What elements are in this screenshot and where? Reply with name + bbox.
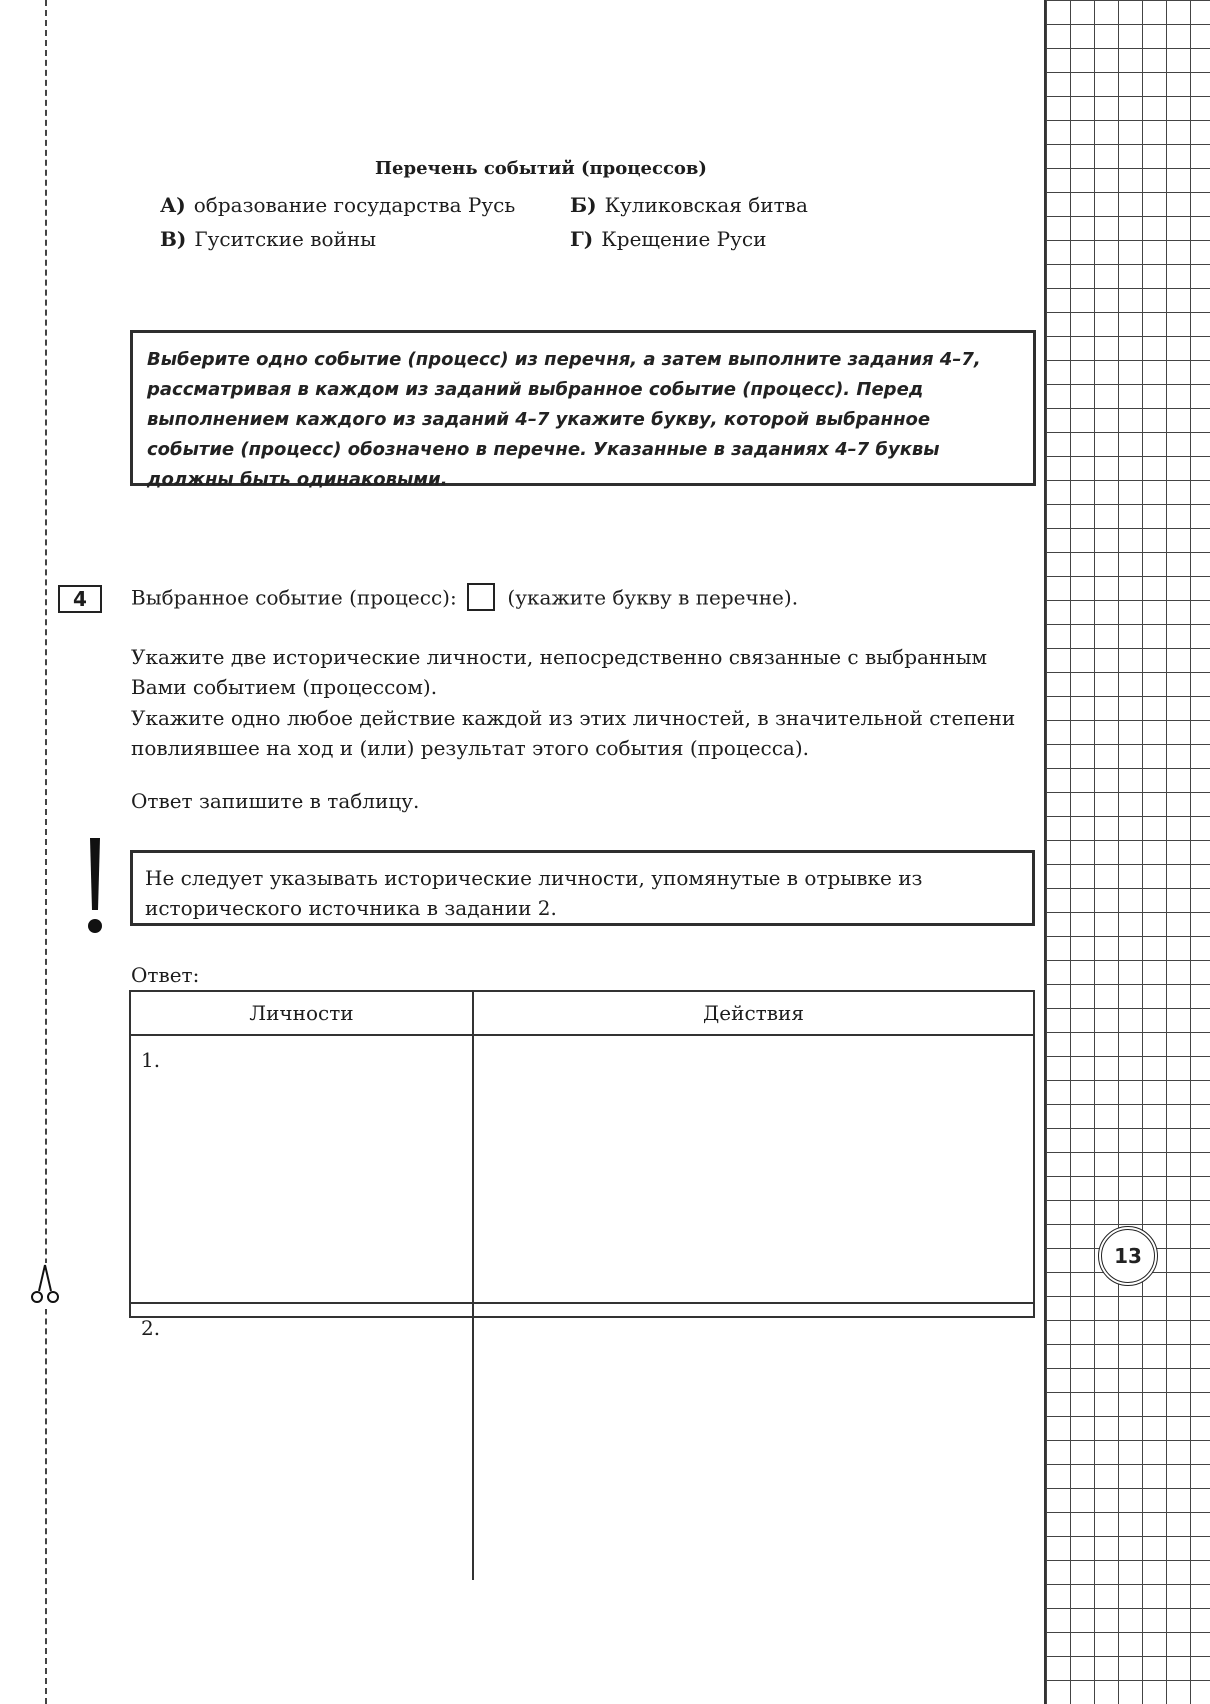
- event-item-v: [160, 227, 570, 251]
- task-number-badge: 4: [58, 585, 102, 613]
- table-header: [131, 992, 1033, 1036]
- event-letter-a: А): [160, 193, 186, 217]
- chosen-letter-box[interactable]: [467, 583, 495, 611]
- action-cell-2[interactable]: [474, 1304, 1033, 1580]
- chosen-event-label: Выбранное событие (процесс):: [131, 585, 457, 610]
- personality-cell-1[interactable]: 1.: [131, 1036, 474, 1302]
- events-grid: [160, 193, 880, 251]
- grid-field: [1044, 0, 1210, 1704]
- event-item-b: [570, 193, 870, 217]
- event-letter-g: Г): [570, 227, 594, 251]
- chosen-event-line: [131, 585, 798, 613]
- scissors-icon: [28, 1263, 62, 1309]
- event-item-a: [160, 193, 570, 217]
- event-text-v: Гуситские войны: [194, 227, 377, 251]
- table-row: [131, 1036, 1033, 1304]
- page-number-badge: 13: [1098, 1226, 1158, 1286]
- task-paragraph-2: Укажите одно любое действие каждой из этих личностей, в значительной степени повлиявшее на ход и (или) результат этого события (процесса).: [131, 706, 1016, 760]
- table-row: [131, 1304, 1033, 1580]
- header-actions: Действия: [703, 1001, 804, 1025]
- event-item-g: [570, 227, 870, 251]
- event-letter-v: В): [160, 227, 187, 251]
- event-text-g: Крещение Руси: [601, 227, 767, 251]
- exclamation-icon: [85, 838, 105, 938]
- event-text-a: образование государства Русь: [193, 193, 516, 217]
- warning-text: Не следует указывать исторические личности, упомянутые в отрывке из исторического источника в задании 2.: [145, 866, 923, 920]
- event-text-b: Куликовская битва: [604, 193, 808, 217]
- answer-table: [129, 990, 1035, 1340]
- instruction-box: [130, 330, 1036, 490]
- cut-line: [45, 0, 47, 1704]
- chosen-event-hint: (укажите букву в перечне).: [507, 585, 799, 610]
- task-paragraph-3: Ответ запишите в таблицу.: [131, 789, 420, 813]
- events-list: [160, 158, 880, 251]
- task-paragraph-1: Укажите две исторические личности, непосредственно связанные с выбранным Вами событием (процессом).: [131, 645, 988, 699]
- warning-box: [130, 850, 1035, 926]
- event-letter-b: Б): [570, 193, 597, 217]
- events-list-title: Перечень событий (процессов): [375, 158, 707, 179]
- answer-label: Ответ:: [131, 963, 200, 987]
- header-personalities: Личности: [131, 992, 474, 1034]
- personality-cell-2[interactable]: 2.: [131, 1304, 474, 1580]
- instruction-text: Выберите одно событие (процесс) из перечня, а затем выполните задания 4–7, рассматривая в каждом из заданий выбранное событие (процесс). Перед выполнением каждого из заданий 4–7 укажите букву, которой выбранное событие (процесс) обозначено в перечне. Указанные в заданиях 4–7 буквы должны быть одинаковыми.: [147, 349, 981, 490]
- action-cell-1[interactable]: [474, 1036, 1033, 1302]
